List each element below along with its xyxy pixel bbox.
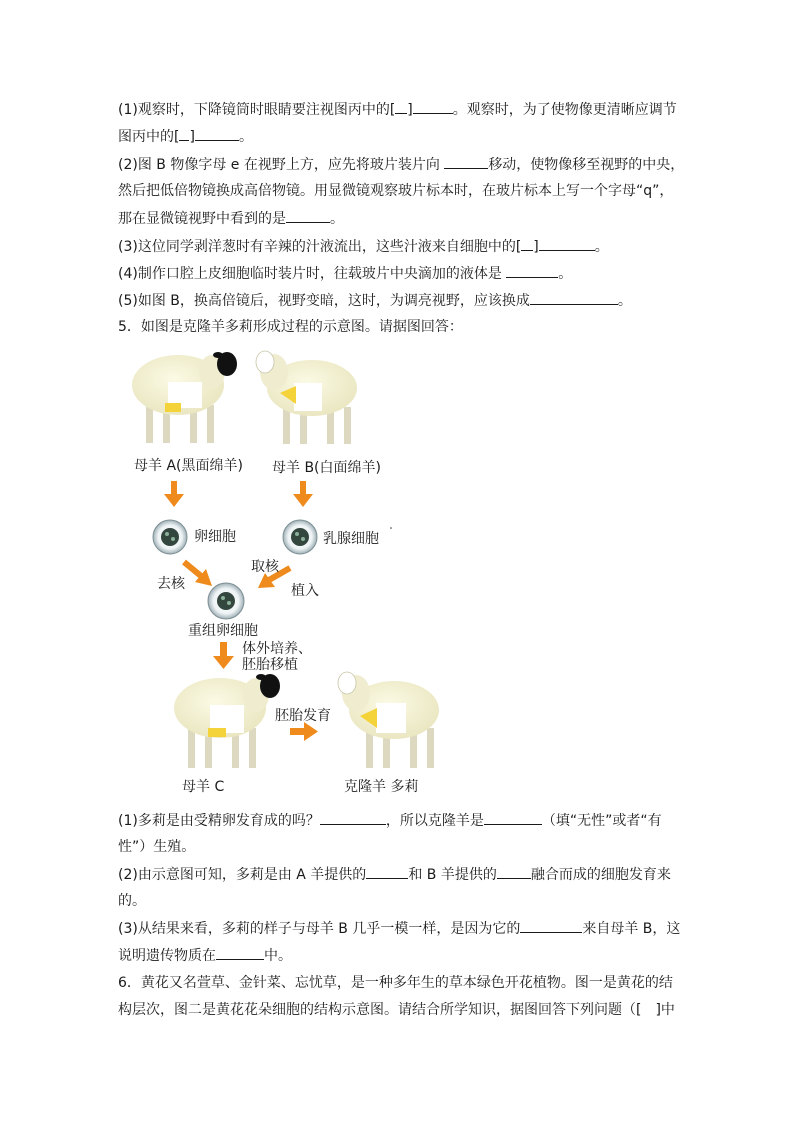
culture-label-2: 胚胎移植 — [242, 657, 298, 673]
egg-cell-label: 卵细胞 — [194, 529, 236, 545]
embryo-development-label: 胚胎发育 — [275, 708, 331, 724]
egg-cell-icon — [153, 520, 187, 554]
sheep-a-icon — [132, 352, 237, 443]
mammary-cell-icon — [283, 520, 317, 554]
answer-blank[interactable] — [366, 865, 408, 879]
q4-line-6: (3)这位同学剥洋葱时有辛辣的汁液流出，这些汁液来自细胞中的[ ] 。 — [118, 239, 609, 255]
sheep-b-label: 母羊 B(白面绵羊) — [272, 460, 381, 476]
q5-title: 5．如图是克隆羊多莉形成过程的示意图。请据图回答： — [118, 319, 463, 335]
sheep-c-label: 母羊 C — [182, 779, 225, 795]
q4-line-7: (4)制作口腔上皮细胞临时装片时，往载玻片中央滴加的液体是 。 — [118, 266, 573, 282]
q5-line-6: 说明遗传物质在 中。 — [118, 948, 292, 964]
culture-label-1: 体外培养、 — [242, 641, 312, 657]
q4-line-5: 那在显微镜视野中看到的是 。 — [118, 211, 344, 227]
dolly-sheep-icon — [338, 672, 439, 768]
q6-line-1: 6．黄花又名萱草、金针菜、忘忧草，是一种多年生的草本绿色开花植物。图一是黄花的结 — [118, 975, 673, 991]
q6-line-2: 构层次，图二是黄花花朵细胞的结构示意图。请结合所学知识，据图回答下列问题（[ ]中 — [118, 1002, 675, 1018]
answer-blank[interactable] — [320, 811, 386, 825]
implant-label: 植入 — [291, 583, 319, 599]
q4-line-2: 图丙中的[ ] 。 — [118, 129, 253, 145]
q5-line-1: (1)多莉是由受精卵发育成的吗？ ，所以克隆羊是 （填“无性”或者“有 — [118, 813, 662, 829]
arrow-down-icon — [213, 642, 234, 669]
take-nucleus-label: 取核 — [251, 559, 279, 575]
stray-dot — [390, 527, 392, 529]
recombined-egg-label: 重组卵细胞 — [188, 623, 258, 639]
answer-blank[interactable] — [520, 919, 582, 933]
q5-line-3: (2)由示意图可知，多莉是由 A 羊提供的 和 B 羊提供的 融合而成的细胞发育来 — [118, 867, 671, 883]
q4-line-8: (5)如图 B，换高倍镜后，视野变暗，这时，为调亮视野，应该换成 。 — [118, 293, 632, 309]
q4-line-3: (2)图 B 物像字母 e 在视野上方，应先将玻片装片向 移动，使物像移至视野的中央， — [118, 157, 685, 173]
sheep-a-label: 母羊 A(黑面绵羊) — [134, 458, 243, 474]
sheep-b-icon — [256, 351, 357, 444]
mammary-cell-label: 乳腺细胞 — [323, 531, 379, 547]
arrow-down-icon — [164, 481, 184, 507]
recombined-cell-icon — [208, 583, 244, 619]
sheep-c-icon — [174, 674, 280, 768]
remove-nucleus-label: 去核 — [157, 576, 185, 592]
answer-blank[interactable] — [497, 865, 531, 879]
dolly-label: 克隆羊 多莉 — [344, 779, 419, 795]
answer-blank[interactable] — [216, 946, 264, 960]
q4-line-1: (1)观察时，下降镜筒时眼睛要注视图丙中的[ ] 。观察时，为了使物像更清晰应调节 — [118, 102, 677, 118]
answer-blank[interactable] — [484, 811, 542, 825]
q5-line-2: 性”）生殖。 — [118, 839, 196, 855]
arrow-diagonal-icon — [184, 562, 212, 586]
q4-line-4: 然后把低倍物镜换成高倍物镜。用显微镜观察玻片标本时，在玻片标本上写一个字母“q”， — [118, 183, 674, 199]
q5-line-4: 的。 — [118, 893, 146, 909]
q5-line-5: (3)从结果来看，多莉的样子与母羊 B 几乎一模一样，是因为它的 来自母羊 B，这 — [118, 921, 681, 937]
arrow-down-icon — [293, 481, 313, 507]
